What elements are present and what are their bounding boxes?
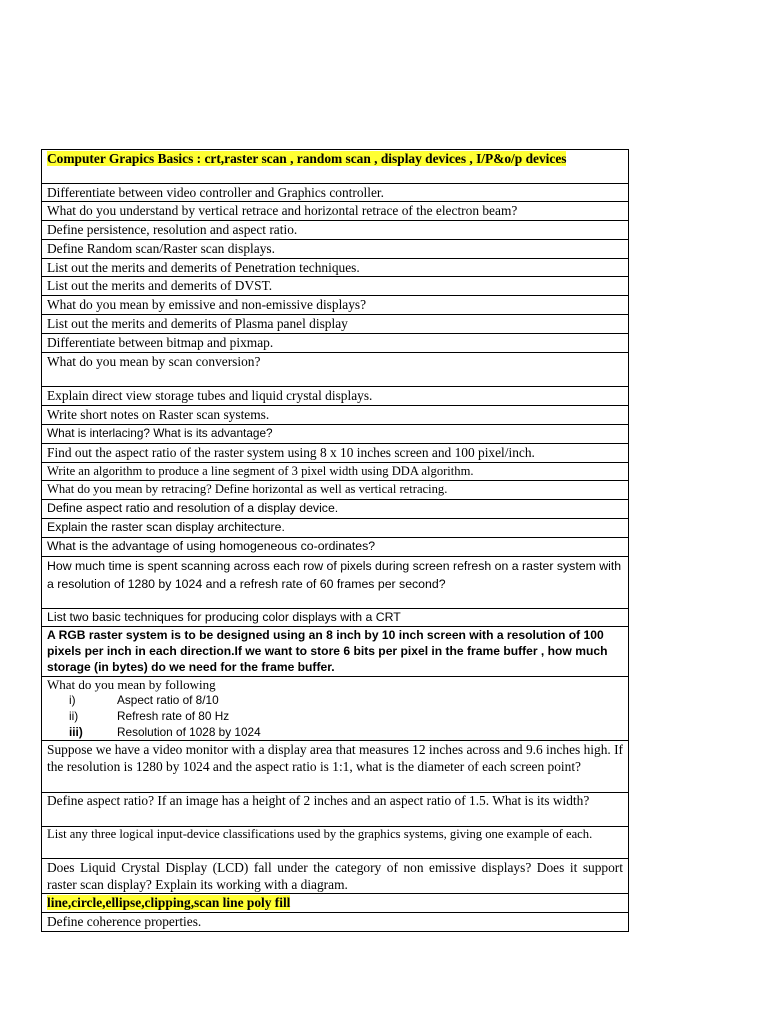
table-row <box>42 353 629 387</box>
list-number: iii) <box>69 725 83 739</box>
table-row <box>42 221 629 240</box>
table-row <box>42 315 629 334</box>
table-row <box>42 741 629 793</box>
list-text: Refresh rate of 80 Hz <box>117 709 230 723</box>
table-row <box>42 913 629 932</box>
question-cell: Define Random scan/Raster scan displays. <box>42 240 629 259</box>
list-item <box>47 692 623 708</box>
table-row <box>42 557 629 609</box>
table-row <box>42 259 629 277</box>
question-cell: Does Liquid Crystal Display (LCD) fall under the category of non emissive displays? Does it support raster scan display? Explain its working with a diagram. <box>42 859 629 894</box>
question-cell: Define coherence properties. <box>42 913 629 932</box>
table-row <box>42 894 629 913</box>
table-row <box>42 240 629 259</box>
table-row <box>42 500 629 519</box>
sub-list <box>47 692 623 740</box>
question-table <box>41 149 629 932</box>
question-cell: What do you mean by scan conversion? <box>42 353 629 387</box>
question-cell: Define persistence, resolution and aspect ratio. <box>42 221 629 240</box>
question-cell: Define aspect ratio and resolution of a display device. <box>42 500 629 519</box>
table-row <box>42 406 629 425</box>
table-row <box>42 184 629 202</box>
question-cell: Write an algorithm to produce a line segment of 3 pixel width using DDA algorithm. <box>42 463 629 481</box>
table-row <box>42 150 629 184</box>
table-row <box>42 444 629 463</box>
question-text: What do you mean by following <box>47 677 216 692</box>
section-heading: Computer Grapics Basics : crt,raster scan , random scan , display devices , I/P&o/p devices <box>47 151 567 166</box>
question-cell: List out the merits and demerits of Plasma panel display <box>42 315 629 334</box>
table-row <box>42 463 629 481</box>
question-cell: What do you mean by retracing? Define horizontal as well as vertical retracing. <box>42 481 629 500</box>
question-cell: Differentiate between bitmap and pixmap. <box>42 334 629 353</box>
list-text: Resolution of 1028 by 1024 <box>117 725 261 739</box>
list-item <box>47 708 623 724</box>
question-cell: A RGB raster system is to be designed using an 8 inch by 10 inch screen with a resolution of 100 pixels per inch in each direction.If we want to store 6 bits per pixel in the frame buffer , how much storage (in bytes) do we need for the frame buffer. <box>42 627 629 677</box>
question-cell: List out the merits and demerits of Penetration techniques. <box>42 259 629 277</box>
table-row <box>42 277 629 296</box>
question-cell: Find out the aspect ratio of the raster system using 8 x 10 inches screen and 100 pixel/inch. <box>42 444 629 463</box>
question-cell: What is interlacing? What is its advantage? <box>42 425 629 444</box>
table-row <box>42 538 629 557</box>
question-cell: What do you mean by emissive and non-emissive displays? <box>42 296 629 315</box>
question-cell: List any three logical input-device classifications used by the graphics systems, giving one example of each. <box>42 827 629 859</box>
table-row <box>42 387 629 406</box>
question-cell: How much time is spent scanning across each row of pixels during screen refresh on a raster system with a resolution of 1280 by 1024 and a refresh rate of 60 frames per second? <box>42 557 629 609</box>
question-cell: Write short notes on Raster scan systems. <box>42 406 629 425</box>
question-cell: What do you understand by vertical retrace and horizontal retrace of the electron beam? <box>42 202 629 221</box>
table-row <box>42 481 629 500</box>
table-row <box>42 677 629 741</box>
question-cell: Explain direct view storage tubes and liquid crystal displays. <box>42 387 629 406</box>
question-cell: Differentiate between video controller and Graphics controller. <box>42 184 629 202</box>
table-row <box>42 202 629 221</box>
table-row <box>42 627 629 677</box>
question-cell <box>42 677 629 741</box>
list-number: i) <box>69 693 76 707</box>
question-cell: Define aspect ratio? If an image has a height of 2 inches and an aspect ratio of 1.5. What is its width? <box>42 793 629 827</box>
question-cell: List two basic techniques for producing color displays with a CRT <box>42 609 629 627</box>
table-row <box>42 334 629 353</box>
table-row <box>42 859 629 894</box>
question-cell: What is the advantage of using homogeneous co-ordinates? <box>42 538 629 557</box>
table-row <box>42 425 629 444</box>
section-heading: line,circle,ellipse,clipping,scan line poly fill <box>47 895 291 910</box>
question-cell: Suppose we have a video monitor with a display area that measures 12 inches across and 9.6 inches high. If the resolution is 1280 by 1024 and the aspect ratio is 1:1, what is the diameter of each screen point? <box>42 741 629 793</box>
question-cell: List out the merits and demerits of DVST. <box>42 277 629 296</box>
table-row <box>42 609 629 627</box>
table-row <box>42 296 629 315</box>
table-row <box>42 793 629 827</box>
table-row <box>42 519 629 538</box>
list-text: Aspect ratio of 8/10 <box>117 693 219 707</box>
table-row <box>42 827 629 859</box>
list-item <box>47 724 623 740</box>
question-cell: Explain the raster scan display architecture. <box>42 519 629 538</box>
list-number: ii) <box>69 709 79 723</box>
